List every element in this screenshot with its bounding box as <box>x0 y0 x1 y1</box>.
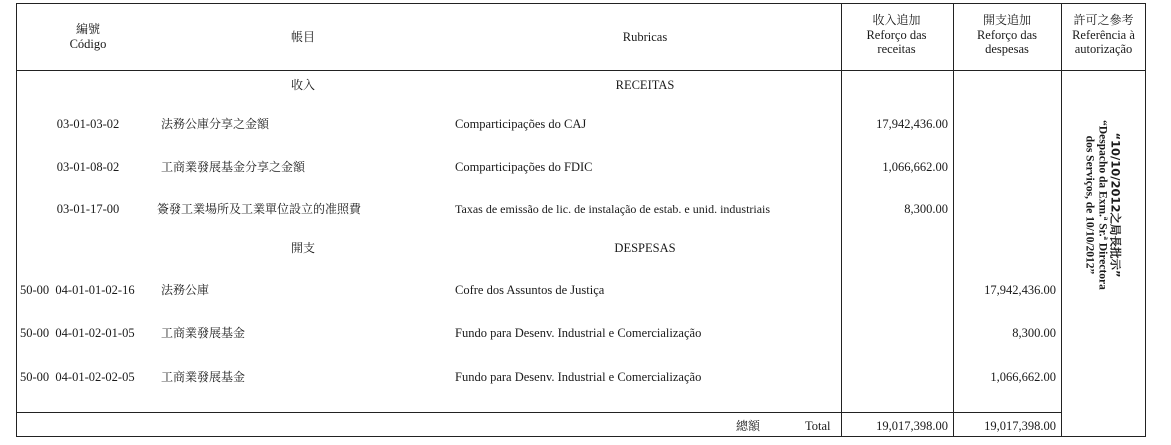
expense-row-2-account: 工商業發展基金 <box>161 326 246 340</box>
expense-row-2-code: 50-00 04-01-02-01-05 <box>20 326 135 340</box>
revenue-row-1-account: 法務公庫分享之金額 <box>161 117 270 131</box>
column-divider <box>841 4 842 437</box>
header-reference-zh: 許可之參考 <box>1073 13 1134 27</box>
revenue-row-3-code: 03-01-17-00 <box>56 202 120 216</box>
header-expense-zh: 開支追加 <box>982 13 1031 27</box>
revenue-row-3-rubric: Taxas de emissão de lic. de instalação de estab. e unid. industriais <box>455 202 771 216</box>
header-expense-pt-2: despesas <box>985 42 1029 56</box>
expense-row-1-account: 法務公庫 <box>161 283 210 297</box>
total-label-pt: Total <box>805 419 831 433</box>
revenue-row-2-rubric: Comparticipações do FDIC <box>455 160 593 174</box>
revenue-row-1-code: 03-01-03-02 <box>56 117 120 131</box>
header-revenue <box>841 13 952 57</box>
revenue-row-2-account: 工商業發展基金分享之金額 <box>161 160 306 174</box>
reference-line-2: “Despacho da Exm.ª Sr.ª Directora <box>1096 120 1109 290</box>
header-revenue-pt-1: Reforço das <box>866 27 927 42</box>
expense-row-1-code: 50-00 04-01-01-02-16 <box>20 283 135 297</box>
expense-row-2-amount: 8,300.00 <box>1012 326 1056 340</box>
header-expense-pt-1: Reforço das <box>976 27 1038 42</box>
expense-row-3-amount: 1,066,662.00 <box>990 370 1056 384</box>
column-divider <box>1061 4 1062 437</box>
expense-row-2-rubric: Fundo para Desenv. Industrial e Comercialização <box>455 326 702 340</box>
revenue-row-3-amount: 8,300.00 <box>904 202 948 216</box>
total-expense: 19,017,398.00 <box>984 419 1056 433</box>
section-expense-zh: 開支 <box>290 241 315 255</box>
header-revenue-pt-2: receitas <box>877 42 916 56</box>
header-code-zh: 編號 <box>75 22 100 36</box>
header-divider <box>17 70 1145 71</box>
header-account <box>158 30 448 45</box>
revenue-row-3-account: 簽發工業場所及工業單位設立的准照費 <box>157 202 362 216</box>
revenue-row-2-code: 03-01-08-02 <box>56 160 120 174</box>
expense-row-3-code: 50-00 04-01-02-02-05 <box>20 370 135 384</box>
header-rubric-pt: Rubricas <box>622 30 668 44</box>
header-code-pt: Código <box>69 36 107 51</box>
expense-row-1-amount: 17,942,436.00 <box>984 283 1056 297</box>
section-expense-pt: DESPESAS <box>614 241 676 255</box>
header-revenue-zh: 收入追加 <box>872 13 921 27</box>
expense-row-3-account: 工商業發展基金 <box>161 370 246 384</box>
revenue-row-2-amount: 1,066,662.00 <box>882 160 948 174</box>
revenue-row-1-amount: 17,942,436.00 <box>876 117 948 131</box>
total-label-zh: 總額 <box>736 419 761 433</box>
reference-line-3: dos Serviços, de 10/10/2012” <box>1083 135 1096 275</box>
reference-line-1: “10/10/2012之局長批示” <box>1108 132 1123 278</box>
revenue-row-1-rubric: Comparticipações do CAJ <box>455 117 587 131</box>
section-revenue-zh: 收入 <box>290 78 315 92</box>
expense-row-3-rubric: Fundo para Desenv. Industrial e Comercialização <box>455 370 702 384</box>
header-account-zh: 帳目 <box>290 30 315 44</box>
expense-row-1-rubric: Cofre dos Assuntos de Justiça <box>455 283 605 297</box>
header-code <box>18 22 158 51</box>
authorization-reference <box>1070 120 1134 290</box>
section-revenue-pt: RECEITAS <box>615 78 675 92</box>
total-revenue: 19,017,398.00 <box>876 419 948 433</box>
header-reference-pt-2: autorização <box>1074 42 1133 56</box>
total-divider <box>17 412 1061 413</box>
header-reference <box>1061 13 1146 57</box>
header-expense <box>953 13 1061 57</box>
header-reference-pt-1: Referência à <box>1072 27 1135 42</box>
header-rubric <box>450 30 840 45</box>
